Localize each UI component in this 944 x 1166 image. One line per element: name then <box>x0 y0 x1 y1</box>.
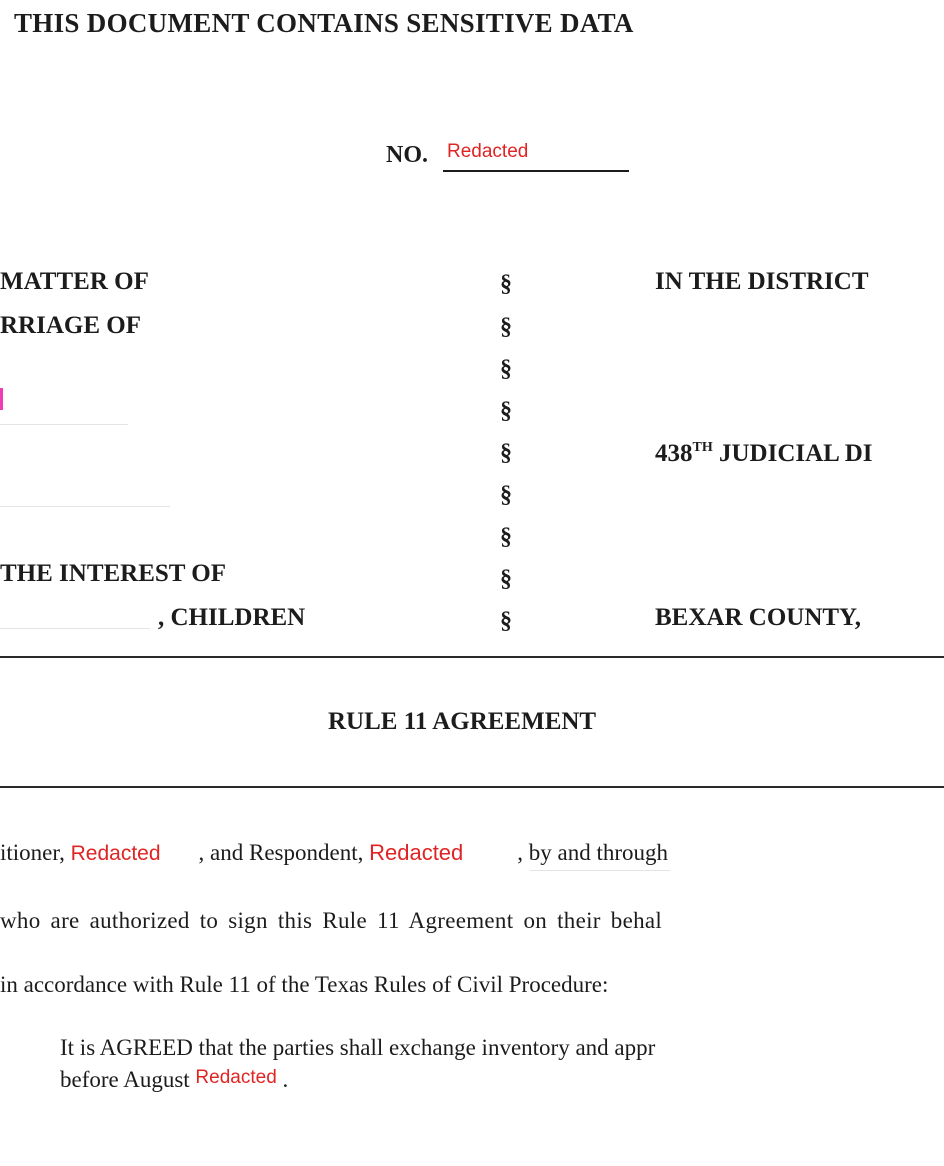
section-symbol: § <box>500 524 512 550</box>
case-number-redacted: Redacted <box>447 141 529 162</box>
body-text-line-2: who are authorized to sign this Rule 11 Agreement on their behal <box>0 908 663 933</box>
petitioner-name-redacted: Redacted <box>70 842 161 865</box>
agreement-date-prefix: before August <box>60 1067 196 1092</box>
caption-right-district <box>655 440 873 468</box>
caption-left-line1: MATTER OF <box>0 268 149 295</box>
caption-right-county: BEXAR COUNTY, <box>655 604 862 631</box>
caption-left-line4: , CHILDREN <box>158 604 306 631</box>
body-respondent-text: , and Respondent, <box>198 840 370 865</box>
section-symbol: § <box>500 314 512 340</box>
section-symbol: § <box>500 482 512 508</box>
body-text-line-3: in accordance with Rule 11 of the Texas Rules of Civil Procedure: <box>0 972 609 997</box>
caption-divider-bottom <box>0 786 944 788</box>
body-petitioner-text: itioner, <box>0 840 71 865</box>
children-name-blank <box>0 628 150 629</box>
district-number: 438 <box>655 440 693 467</box>
caption-left-line3: THE INTEREST OF <box>0 560 227 587</box>
agreement-date-redacted: Redacted <box>195 1067 277 1088</box>
document-title: RULE 11 AGREEMENT <box>328 708 597 735</box>
agreement-clause-line-1: It is AGREED that the parties shall exchange inventory and appr <box>60 1035 656 1060</box>
caption-divider-top <box>0 656 944 658</box>
caption-right-court: IN THE DISTRICT <box>655 268 869 295</box>
case-number-underline <box>443 170 629 172</box>
section-symbol: § <box>500 440 512 466</box>
agreement-clause-line-2 <box>60 1067 288 1093</box>
section-symbol: § <box>500 356 512 382</box>
caption-left-line2: RRIAGE OF <box>0 312 141 339</box>
sensitive-data-banner: THIS DOCUMENT CONTAINS SENSITIVE DATA <box>14 8 634 38</box>
body-text-line-1 <box>0 840 668 866</box>
party-redaction-mark <box>0 388 3 410</box>
district-ordinal-suffix: TH <box>692 440 713 455</box>
respondent-name-blank <box>530 870 670 871</box>
section-symbol: § <box>500 566 512 592</box>
case-number-label: NO. <box>386 142 428 168</box>
party-name-blank-2 <box>0 506 170 507</box>
section-symbol: § <box>500 608 512 634</box>
section-symbol: § <box>500 398 512 424</box>
respondent-name-redacted: Redacted <box>369 840 464 865</box>
section-symbol: § <box>500 271 512 297</box>
district-label: JUDICIAL DI <box>712 440 873 467</box>
agreement-date-suffix: . <box>276 1067 289 1092</box>
body-through-text: , by and through <box>517 840 669 865</box>
party-name-blank-1 <box>0 424 128 425</box>
